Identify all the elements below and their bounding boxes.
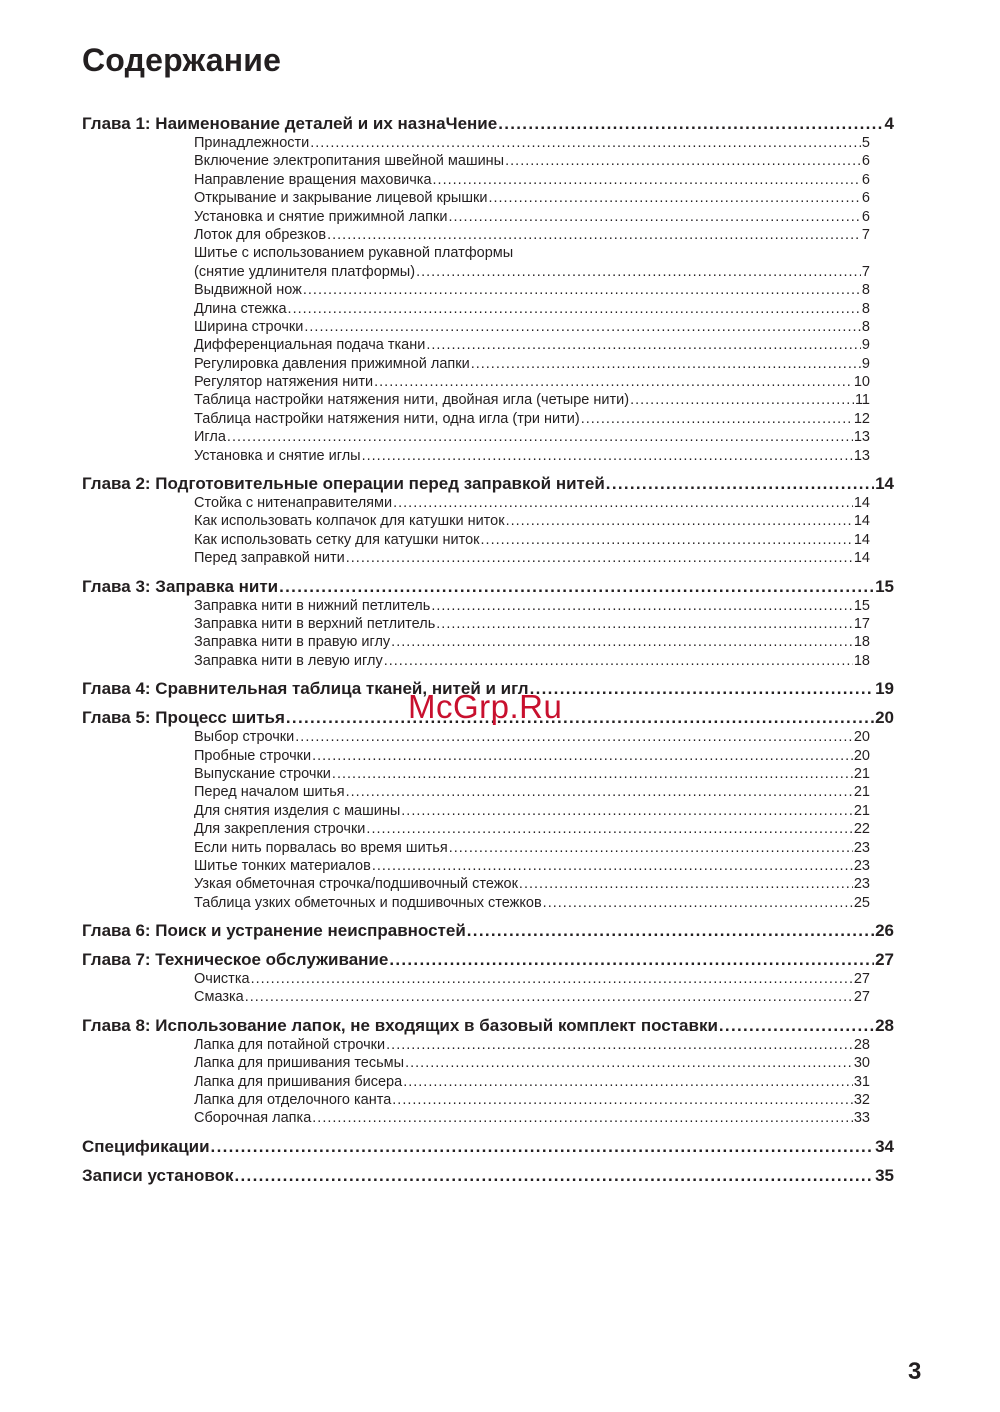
dot-leader bbox=[530, 679, 875, 699]
toc-entry[interactable] bbox=[194, 597, 870, 615]
toc-entry[interactable] bbox=[194, 391, 870, 409]
dot-leader bbox=[393, 494, 853, 512]
chapter-page: 4 bbox=[884, 114, 894, 133]
toc-entry[interactable] bbox=[194, 263, 870, 281]
dot-leader bbox=[327, 226, 861, 244]
toc-entry[interactable] bbox=[194, 765, 870, 783]
entry-page: 21 bbox=[853, 765, 870, 782]
chapter-page: 26 bbox=[875, 921, 894, 941]
entry-page: 20 bbox=[853, 747, 870, 764]
dot-leader bbox=[719, 1016, 874, 1036]
entry-title: Заправка нити в левую иглу bbox=[194, 652, 383, 669]
dot-leader bbox=[286, 708, 874, 728]
entry-title: Принадлежности bbox=[194, 135, 310, 151]
chapter-title: Глава 7: Техническое обслуживание bbox=[82, 950, 389, 970]
dot-leader bbox=[251, 970, 853, 988]
dot-leader bbox=[386, 1036, 853, 1054]
entry-page: 9 bbox=[861, 337, 870, 354]
dot-leader bbox=[384, 652, 853, 670]
dot-leader bbox=[488, 189, 860, 207]
entry-page: 18 bbox=[853, 634, 870, 651]
toc-chapter-2[interactable] bbox=[82, 474, 894, 494]
entry-page: 13 bbox=[853, 447, 870, 464]
toc-specifications[interactable] bbox=[82, 1137, 894, 1157]
entry-page: 27 bbox=[853, 989, 870, 1006]
entry-page: 11 bbox=[854, 392, 870, 409]
toc-entry[interactable] bbox=[194, 1036, 870, 1054]
dot-leader bbox=[227, 428, 853, 446]
toc-entry[interactable] bbox=[194, 447, 870, 465]
chapter-page: 19 bbox=[875, 679, 894, 699]
toc-entry[interactable] bbox=[194, 633, 870, 651]
toc-entry[interactable] bbox=[194, 1109, 870, 1127]
entry-page: 28 bbox=[853, 1036, 870, 1053]
dot-leader bbox=[312, 747, 853, 765]
entry-page: 5 bbox=[861, 135, 870, 151]
chapter-page: 20 bbox=[875, 708, 894, 728]
entry-title: Лапка для пришивания тесьмы bbox=[194, 1055, 405, 1072]
chapter-title: Глава 6: Поиск и устранение неисправностей bbox=[82, 921, 466, 941]
toc-entry[interactable] bbox=[194, 1054, 870, 1072]
entry-page: 32 bbox=[853, 1092, 870, 1109]
dot-leader bbox=[295, 728, 853, 746]
toc-entry[interactable] bbox=[194, 615, 870, 633]
toc-entry[interactable] bbox=[194, 189, 870, 207]
dot-leader bbox=[366, 820, 852, 838]
toc-entry[interactable] bbox=[194, 894, 870, 912]
toc-entry[interactable] bbox=[194, 152, 870, 170]
chapter-title: Записи установок bbox=[82, 1165, 234, 1185]
entry-title: Заправка нити в правую иглу bbox=[194, 634, 391, 651]
toc-entry[interactable] bbox=[194, 839, 870, 857]
entry-title: Лоток для обрезков bbox=[194, 226, 327, 243]
dot-leader bbox=[392, 1091, 853, 1109]
dot-leader bbox=[436, 615, 853, 633]
entry-page: 21 bbox=[853, 802, 870, 819]
toc-entry[interactable] bbox=[194, 512, 870, 530]
dot-leader bbox=[346, 549, 853, 567]
entry-page: 8 bbox=[861, 282, 870, 299]
toc-entry[interactable] bbox=[194, 988, 870, 1006]
toc-entry[interactable] bbox=[194, 410, 870, 428]
toc-entry[interactable] bbox=[194, 802, 870, 820]
entry-page: 14 bbox=[853, 531, 870, 548]
entry-title: Шитье тонких материалов bbox=[194, 857, 371, 874]
entry-title: Лапка для отделочного канта bbox=[194, 1092, 392, 1109]
entry-title: Регулировка давления прижимной лапки bbox=[194, 355, 470, 372]
dot-leader bbox=[416, 263, 861, 281]
dot-leader bbox=[245, 988, 853, 1006]
entry-page: 31 bbox=[853, 1073, 870, 1090]
dot-leader bbox=[405, 1054, 853, 1072]
dot-leader bbox=[505, 152, 861, 170]
toc-entry[interactable] bbox=[194, 728, 870, 746]
entry-page: 27 bbox=[853, 971, 870, 988]
toc-entry[interactable] bbox=[194, 318, 870, 336]
toc-entry[interactable] bbox=[194, 494, 870, 512]
entry-page: 14 bbox=[853, 495, 870, 512]
toc-entry[interactable] bbox=[194, 549, 870, 567]
toc-entry[interactable] bbox=[194, 1091, 870, 1109]
entry-title: Очистка bbox=[194, 971, 250, 988]
dot-leader bbox=[332, 765, 853, 783]
toc-entry[interactable] bbox=[194, 783, 870, 801]
entry-page: 21 bbox=[853, 784, 870, 801]
chapter-title: Глава 1: Наименование деталей и их назнаЧение bbox=[82, 114, 498, 133]
entry-title: Регулятор натяжения нити bbox=[194, 374, 374, 391]
entry-page: 14 bbox=[853, 550, 870, 567]
dot-leader bbox=[606, 474, 874, 494]
dot-leader bbox=[235, 1166, 875, 1186]
entry-page: 6 bbox=[861, 153, 870, 170]
entry-page: 20 bbox=[853, 729, 870, 746]
toc-entry[interactable] bbox=[194, 373, 870, 391]
entry-page: 6 bbox=[861, 171, 870, 188]
toc-entry[interactable] bbox=[194, 281, 870, 299]
entry-page: 14 bbox=[853, 513, 870, 530]
entry-title: Перед началом шитья bbox=[194, 784, 345, 801]
entry-title: Дифференциальная подача ткани bbox=[194, 337, 426, 354]
entry-title: Таблица настройки натяжения нити, двойная игла (четыре нити) bbox=[194, 392, 630, 409]
entry-title: Выпускание строчки bbox=[194, 765, 331, 782]
chapter-title: Глава 8: Использование лапок, не входящих в базовый комплект поставки bbox=[82, 1015, 718, 1035]
chapter-page: 28 bbox=[875, 1015, 894, 1035]
toc-settings-records[interactable] bbox=[82, 1166, 894, 1186]
chapter-title: Спецификации bbox=[82, 1136, 210, 1156]
entry-title: Перед заправкой нити bbox=[194, 550, 345, 567]
toc-chapter-3[interactable] bbox=[82, 577, 894, 597]
chapter-page: 27 bbox=[875, 950, 894, 970]
entry-title: Узкая обметочная строчка/подшивочный стежок bbox=[194, 876, 518, 893]
chapter-title: Глава 4: Сравнительная таблица тканей, нитей и игл bbox=[82, 679, 529, 699]
dot-leader bbox=[543, 894, 853, 912]
entry-page: 8 bbox=[861, 300, 870, 317]
dot-leader bbox=[481, 531, 853, 549]
entry-title: Заправка нити в нижний петлитель bbox=[194, 597, 431, 614]
entry-title: Для снятия изделия с машины bbox=[194, 802, 401, 819]
chapter-title: Глава 3: Заправка нити bbox=[82, 576, 279, 596]
toc-entry[interactable] bbox=[194, 820, 870, 838]
entry-title: Пробные строчки bbox=[194, 747, 312, 764]
entry-title: Как использовать колпачок для катушки ниток bbox=[194, 513, 505, 530]
entry-title: Стойка с нитенаправителями bbox=[194, 495, 393, 512]
entry-title: Если нить порвалась во время шитья bbox=[194, 839, 448, 856]
dot-leader bbox=[506, 512, 853, 530]
entry-title: Заправка нити в верхний петлитель bbox=[194, 615, 436, 632]
entry-page: 23 bbox=[853, 839, 870, 856]
toc-entry[interactable] bbox=[194, 355, 870, 373]
entry-page: 23 bbox=[853, 857, 870, 874]
entry-title: Смазка bbox=[194, 989, 244, 1006]
entry-page: 12 bbox=[853, 410, 870, 427]
dot-leader bbox=[467, 921, 874, 941]
entry-title: Шитье с использованием рукавной платформы bbox=[194, 245, 514, 262]
chapter-page: 34 bbox=[875, 1136, 894, 1156]
page-title: Содержание bbox=[82, 42, 282, 78]
entry-title: (снятие удлинителя платформы) bbox=[194, 263, 416, 280]
entry-title: Игла bbox=[194, 429, 226, 446]
entry-title: Направление вращения маховичка bbox=[194, 171, 432, 188]
entry-page: 13 bbox=[853, 429, 870, 446]
chapter-title: Глава 2: Подготовительные операции перед заправкой нитей bbox=[82, 474, 605, 494]
toc-chapter-7[interactable] bbox=[82, 950, 894, 970]
dot-leader bbox=[431, 597, 853, 615]
dot-leader bbox=[389, 950, 874, 970]
entry-title: Таблица настройки натяжения нити, одна игла (три нити) bbox=[194, 410, 580, 427]
dot-leader bbox=[211, 1137, 875, 1157]
toc-entry[interactable] bbox=[194, 857, 870, 875]
page-number: 3 bbox=[908, 1358, 922, 1385]
dot-leader bbox=[449, 839, 853, 857]
dot-leader bbox=[426, 336, 861, 354]
entry-title: Таблица узких обметочных и подшивочных стежков bbox=[194, 894, 542, 911]
chapter-page: 35 bbox=[875, 1165, 894, 1185]
dot-leader bbox=[448, 208, 860, 226]
toc-entry[interactable] bbox=[194, 208, 870, 226]
dot-leader bbox=[519, 875, 853, 893]
dot-leader bbox=[288, 300, 861, 318]
entry-page: 33 bbox=[853, 1110, 870, 1127]
entry-page: 23 bbox=[853, 876, 870, 893]
toc-chapter-8[interactable] bbox=[82, 1016, 894, 1036]
entry-page: 6 bbox=[861, 208, 870, 225]
dot-leader bbox=[303, 281, 861, 299]
watermark-text: McGrp.Ru bbox=[408, 688, 563, 725]
entry-title: Как использовать сетку для катушки ниток bbox=[194, 531, 480, 548]
toc-entry[interactable] bbox=[194, 652, 870, 670]
chapter-title: Глава 5: Процесс шитья bbox=[82, 708, 285, 728]
toc-entry[interactable] bbox=[194, 531, 870, 549]
dot-leader bbox=[279, 577, 874, 597]
toc-entry[interactable] bbox=[194, 875, 870, 893]
entry-page: 7 bbox=[861, 226, 870, 243]
toc-entry[interactable] bbox=[194, 300, 870, 318]
entry-page: 25 bbox=[853, 894, 870, 911]
entry-title: Ширина строчки bbox=[194, 318, 304, 335]
dot-leader bbox=[498, 114, 883, 134]
entry-title: Выбор строчки bbox=[194, 729, 295, 746]
toc-entry[interactable] bbox=[194, 134, 870, 152]
dot-leader bbox=[362, 447, 853, 465]
dot-leader bbox=[401, 802, 853, 820]
entry-title: Выдвижной нож bbox=[194, 282, 302, 299]
toc-entry[interactable] bbox=[194, 171, 870, 189]
toc-entry-multiline[interactable] bbox=[194, 244, 870, 262]
entry-title: Длина стежка bbox=[194, 300, 287, 317]
toc-entry[interactable] bbox=[194, 428, 870, 446]
toc-entry[interactable] bbox=[194, 747, 870, 765]
entry-page: 22 bbox=[853, 821, 870, 838]
entry-title: Включение электропитания швейной машины bbox=[194, 153, 505, 170]
toc-chapter-6[interactable] bbox=[82, 921, 894, 941]
toc-entry[interactable] bbox=[194, 226, 870, 244]
dot-leader bbox=[304, 318, 861, 336]
dot-leader bbox=[372, 857, 853, 875]
toc-entry[interactable] bbox=[194, 1073, 870, 1091]
dot-leader bbox=[630, 391, 854, 409]
entry-page: 8 bbox=[861, 318, 870, 335]
entry-title: Открывание и закрывание лицевой крышки bbox=[194, 190, 488, 207]
dot-leader bbox=[346, 783, 853, 801]
entry-title: Лапка для пришивания бисера bbox=[194, 1073, 403, 1090]
entry-page: 17 bbox=[853, 615, 870, 632]
entry-title: Для закрепления строчки bbox=[194, 821, 366, 838]
table-of-contents bbox=[82, 114, 894, 1186]
toc-chapter-1[interactable] bbox=[82, 114, 894, 134]
entry-page: 10 bbox=[853, 374, 870, 391]
dot-leader bbox=[374, 373, 853, 391]
toc-entry[interactable] bbox=[194, 336, 870, 354]
chapter-page: 15 bbox=[875, 576, 894, 596]
entry-page: 6 bbox=[861, 190, 870, 207]
entry-page: 7 bbox=[861, 263, 870, 280]
dot-leader bbox=[391, 633, 853, 651]
toc-entry[interactable] bbox=[194, 970, 870, 988]
entry-title: Сборочная лапка bbox=[194, 1110, 312, 1127]
entry-title: Установка и снятие прижимной лапки bbox=[194, 208, 448, 225]
dot-leader bbox=[471, 355, 861, 373]
dot-leader bbox=[433, 171, 861, 189]
dot-leader bbox=[581, 410, 853, 428]
entry-page: 30 bbox=[853, 1055, 870, 1072]
entry-page: 9 bbox=[861, 355, 870, 372]
entry-page: 18 bbox=[853, 652, 870, 669]
dot-leader bbox=[310, 134, 861, 152]
entry-title: Установка и снятие иглы bbox=[194, 447, 361, 464]
entry-page: 15 bbox=[853, 597, 870, 614]
entry-title: Лапка для потайной строчки bbox=[194, 1036, 386, 1053]
dot-leader bbox=[403, 1073, 853, 1091]
chapter-page: 14 bbox=[875, 474, 894, 494]
dot-leader bbox=[312, 1109, 853, 1127]
